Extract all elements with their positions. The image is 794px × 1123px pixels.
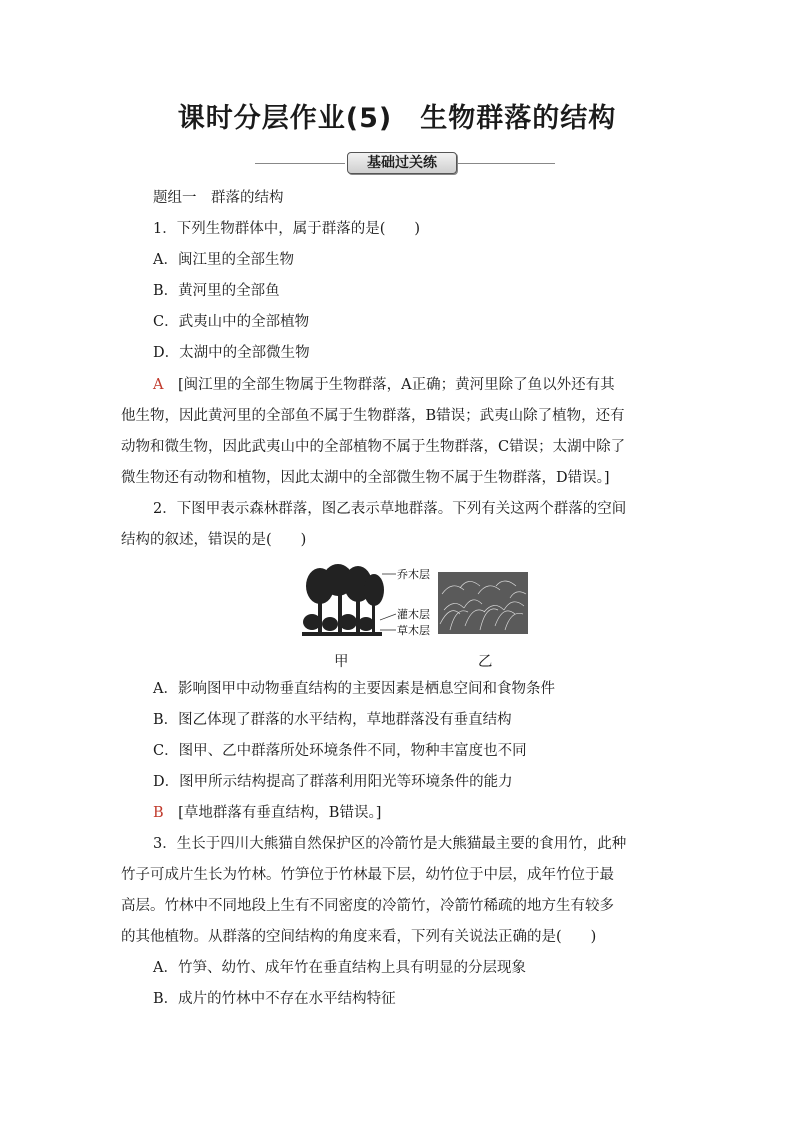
q3-stem-line-3: 高层。竹林中不同地段上生有不同密度的冷箭竹，冷箭竹稀疏的地方生有较多 (121, 898, 614, 914)
banner-line-left (255, 163, 345, 164)
q1-option-c: C．武夷山中的全部植物 (153, 314, 310, 330)
q1-option-d: D．太湖中的全部微生物 (153, 345, 310, 361)
q1-explain-line-2: 他生物，因此黄河里的全部鱼不属于生物群落，B错误；武夷山除了植物，还有 (121, 408, 625, 424)
q1-answer: A (153, 377, 164, 393)
q2-explain-text: [草地群落有垂直结构，B错误。] (178, 805, 382, 821)
q2-option-b: B．图乙体现了群落的水平结构，草地群落没有垂直结构 (153, 712, 512, 728)
q2-option-c: C．图甲、乙中群落所处环境条件不同，物种丰富度也不同 (153, 743, 527, 759)
banner-line-right (457, 163, 555, 164)
q2-stem-line-2: 结构的叙述，错误的是( ) (121, 532, 307, 548)
q1-stem: 1．下列生物群体中，属于群落的是( ) (153, 221, 421, 237)
q1-option-a: A．闽江里的全部生物 (153, 252, 294, 268)
q2-explain (153, 803, 381, 823)
q1-explain-line-4: 微生物还有动物和植物，因此太湖中的全部微生物不属于生物群落，D错误。] (121, 470, 610, 486)
q2-figure (300, 564, 540, 644)
q3-option-b: B．成片的竹林中不存在水平结构特征 (153, 991, 396, 1007)
q1-explain-text: [闽江里的全部生物属于生物群落，A正确；黄河里除了鱼以外还有其 (177, 377, 615, 393)
q3-stem-line-4: 的其他植物。从群落的空间结构的角度来看，下列有关说法正确的是( ) (121, 929, 597, 945)
q1-explain-line-3: 动物和微生物，因此武夷山中的全部植物不属于生物群落，C错误；太湖中除了 (121, 439, 626, 455)
q2-option-d: D．图甲所示结构提高了群落利用阳光等环境条件的能力 (153, 774, 513, 790)
q1-option-b: B．黄河里的全部鱼 (153, 283, 280, 299)
banner-badge: 基础过关练 (347, 152, 457, 174)
q2-option-a: A．影响图甲中动物垂直结构的主要因素是栖息空间和食物条件 (153, 681, 555, 697)
group-heading: 题组一 群落的结构 (153, 190, 284, 206)
q1-explain-line-1 (153, 375, 615, 395)
label-shrub-layer: 灌木层 (397, 608, 430, 621)
section-banner (255, 152, 555, 174)
label-herb-layer: 草木层 (397, 624, 430, 637)
page-title: 课时分层作业(5) 生物群落的结构 (177, 103, 617, 134)
forest-grassland-illustration (300, 564, 540, 644)
q2-answer: B (153, 805, 164, 821)
caption-jia: 甲 (334, 654, 349, 670)
caption-yi: 乙 (478, 654, 493, 670)
q3-stem-line-1: 3．生长于四川大熊猫自然保护区的冷箭竹是大熊猫最主要的食用竹，此种 (153, 836, 627, 852)
q2-stem-line-1: 2．下图甲表示森林群落，图乙表示草地群落。下列有关这两个群落的空间 (153, 501, 627, 517)
label-arbor-layer: 乔木层 (397, 568, 430, 581)
q3-option-a: A．竹笋、幼竹、成年竹在垂直结构上具有明显的分层现象 (153, 960, 526, 976)
q3-stem-line-2: 竹子可成片生长为竹林。竹笋位于竹林最下层，幼竹位于中层，成年竹位于最 (121, 867, 614, 883)
